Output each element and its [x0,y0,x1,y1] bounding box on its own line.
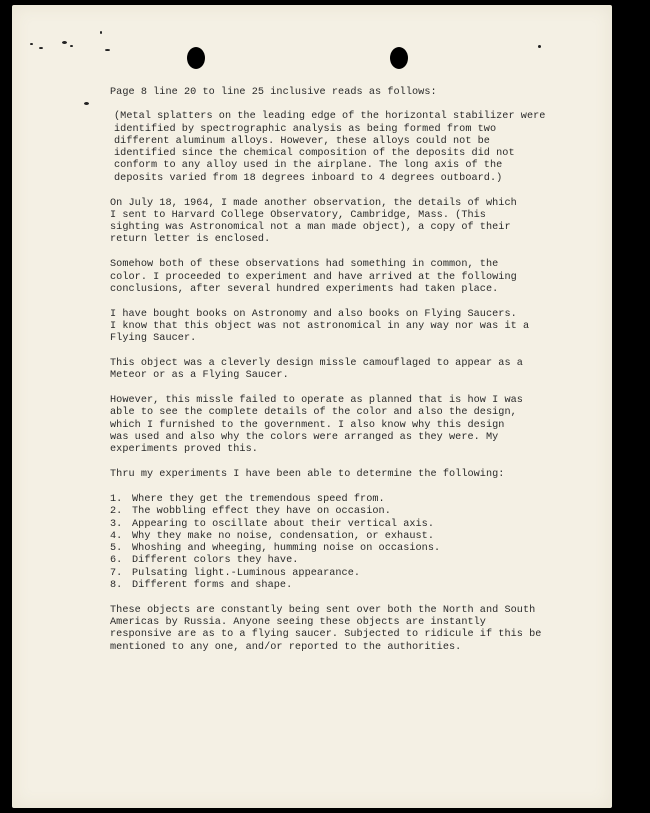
list-item: 5. Whoshing and wheeging, humming noise on occasions. [110,543,441,555]
punch-hole [187,47,205,69]
list-item: 3. Appearing to oscillate about their vertical axis. [110,518,435,530]
findings-list [110,494,550,592]
ink-speck [39,47,43,49]
punch-hole [390,47,408,69]
ink-speck [84,102,89,105]
typed-text [110,87,550,666]
list-item: 6. Different colors they have. [110,555,299,567]
document-page [12,5,612,808]
paragraph-observation: On July 18, 1964, I made another observation, the details of which I sent to Harvard College Observatory, Cambridge, Mass. (This sighting was Astronomical not a man made object), a copy of their return letter is enclosed. [110,197,517,246]
paragraph-russia: These objects are constantly being sent over both the North and South Americas by Russia. Anyone seeing these objects are instantly responsive are as to a flying saucer. Subjected to ridicule if this be mentioned to any one, and/or reported to the authorities. [110,604,542,653]
ink-speck [30,43,33,45]
list-item: 1. Where they get the tremendous speed from. [110,493,385,505]
list-item: 4. Why they make no noise, condensation, or exhaust. [110,530,435,542]
paragraph-experiments-intro: Thru my experiments I have been able to determine the following: [110,469,505,481]
list-item: 7. Pulsating light.-Luminous appearance. [110,567,361,579]
list-item: 2. The wobbling effect they have on occasion. [110,506,391,518]
paragraph-failure: However, this missle failed to operate as planned that is how I was able to see the complete details of the color and also the design, which I furnished to the government. I also know why this design was used and also why the colors were arranged as they were. My experiments proved this. [110,395,523,456]
ink-speck [538,45,541,48]
ink-speck [100,31,102,34]
paragraph-books: I have bought books on Astronomy and also books on Flying Saucers. I know that this object was not astronomical in any way nor was it a Flying Saucer. [110,308,530,345]
ink-speck [70,45,73,47]
ink-speck [105,49,110,51]
quoted-passage: (Metal splatters on the leading edge of the horizontal stabilizer were identified by spectrographic analysis as being formed from two different aluminum alloys. However, these alloys could not be identified since the chemical composition of the deposits did not conform to any alloy used in the airplane. The long axis of the deposits varied from 18 degrees inboard to 4 degrees outboard.) [114,111,546,184]
paragraph-missile: This object was a cleverly design missle camouflaged to appear as a Meteor or as a Flying Saucer. [110,358,523,382]
paragraph-common-color: Somehow both of these observations had something in common, the color. I proceeded to experiment and have arrived at the following conclusions, after several hundred experiments had taken place. [110,259,517,295]
ink-speck [62,41,67,44]
page-reference-heading: Page 8 line 20 to line 25 inclusive reads as follows: [110,87,437,98]
list-item: 8. Different forms and shape. [110,580,293,591]
